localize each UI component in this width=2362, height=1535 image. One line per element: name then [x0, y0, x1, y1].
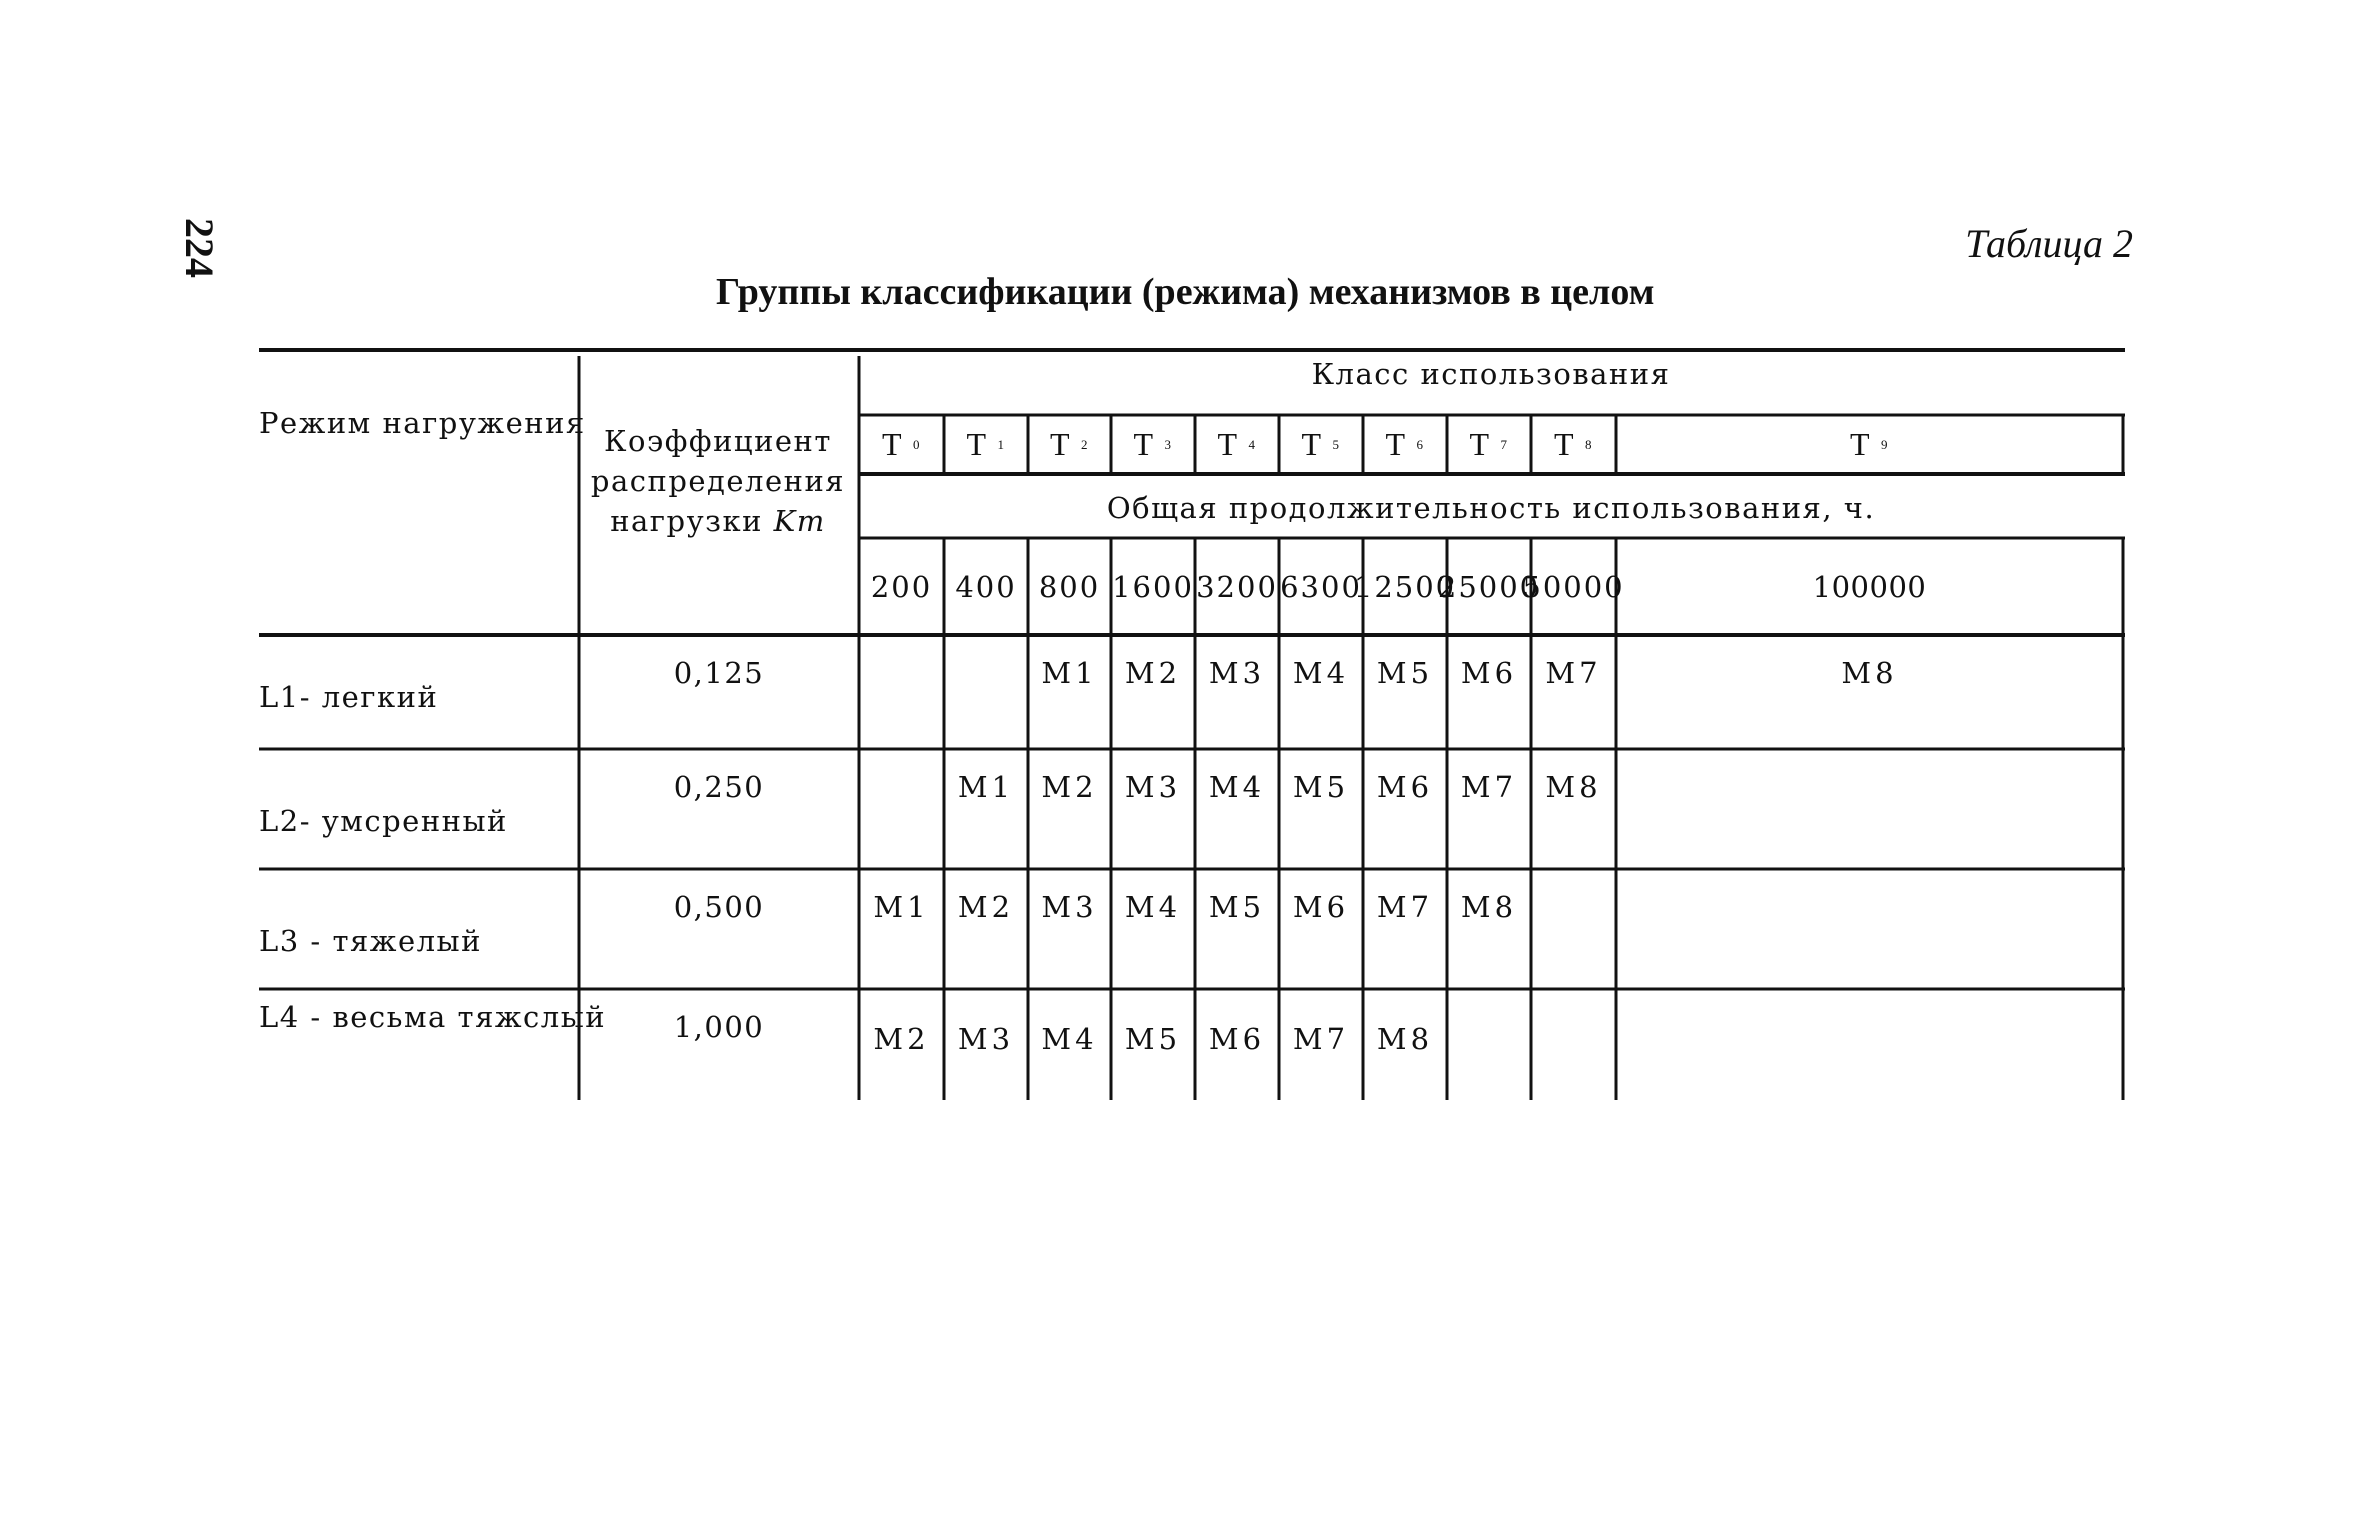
usage-class-letter: T: [1385, 426, 1407, 462]
header-loading-mode: Режим нагружения: [259, 406, 586, 440]
group-cell: M1: [873, 890, 930, 924]
group-cell: M8: [1841, 656, 1898, 690]
header-total-duration: Общая продолжительность использования, ч.: [1106, 491, 1876, 525]
group-cell: M1: [957, 770, 1015, 804]
group-cell: M3: [1208, 656, 1266, 690]
group-cell: M6: [1208, 1022, 1266, 1056]
group-cell: M1: [1041, 656, 1098, 690]
group-cell: M6: [1460, 656, 1518, 690]
page-number: 224: [177, 218, 223, 278]
usage-class-index: 1: [997, 436, 1006, 452]
table-label: Таблица 2: [1965, 221, 2133, 266]
usage-class-letter: T: [966, 426, 988, 462]
loading-mode-2: L2- умсренный: [259, 804, 508, 838]
group-cell: M7: [1460, 770, 1518, 804]
usage-class-8: [1531, 417, 1616, 472]
duration-50000: 50000: [1522, 569, 1625, 604]
usage-class-0: [859, 417, 944, 472]
loading-mode-1: L1- легкий: [259, 680, 439, 714]
usage-class-7: [1447, 417, 1531, 472]
usage-class-index: 3: [1164, 436, 1173, 452]
usage-class-index: 5: [1332, 436, 1341, 452]
group-cell: M6: [1376, 770, 1434, 804]
usage-class-index: 7: [1500, 436, 1509, 452]
group-cell: M4: [1292, 656, 1350, 690]
usage-class-index: 2: [1081, 436, 1090, 452]
classification-table: [259, 348, 2125, 1100]
group-cell: M2: [957, 890, 1015, 924]
group-cell: M7: [1292, 1022, 1350, 1056]
group-cell: M2: [873, 1022, 930, 1056]
usage-class-letter: T: [1469, 426, 1491, 462]
group-cell: M2: [1124, 656, 1182, 690]
coefficient-symbol: Km: [773, 504, 826, 538]
duration-400: 400: [955, 569, 1017, 604]
usage-class-6: [1363, 417, 1447, 472]
usage-class-index: 8: [1585, 436, 1594, 452]
usage-class-letter: T: [881, 426, 904, 462]
km-value-1: 0,125: [673, 656, 765, 690]
km-value-2: 0,250: [673, 770, 765, 804]
usage-class-9: [1616, 417, 2123, 472]
usage-class-letter: T: [1301, 426, 1323, 462]
table-title: Группы классификации (режима) механизмов в целом: [716, 271, 1655, 313]
duration-200: 200: [870, 569, 933, 604]
usage-class-4: [1195, 417, 1279, 472]
group-cell: M3: [957, 1022, 1015, 1056]
duration-100000: 100000: [1812, 569, 1927, 604]
usage-class-1: [944, 417, 1028, 472]
duration-3200: 3200: [1196, 569, 1278, 604]
usage-class-letter: T: [1849, 426, 1872, 462]
group-cell: M8: [1545, 770, 1602, 804]
group-cell: M3: [1041, 890, 1098, 924]
km-value-3: 0,500: [673, 890, 765, 924]
usage-class-letter: T: [1049, 426, 1072, 462]
usage-class-index: 4: [1248, 436, 1257, 452]
group-cell: M3: [1124, 770, 1182, 804]
duration-800: 800: [1038, 569, 1101, 604]
group-cell: M4: [1208, 770, 1266, 804]
header-coefficient: [580, 416, 856, 546]
group-cell: M2: [1041, 770, 1098, 804]
usage-class-index: 6: [1416, 436, 1425, 452]
usage-class-letter: T: [1553, 426, 1576, 462]
usage-class-3: [1111, 417, 1195, 472]
group-cell: M4: [1124, 890, 1182, 924]
group-cell: M5: [1376, 656, 1434, 690]
usage-class-5: [1279, 417, 1363, 472]
loading-mode-3: L3 - тяжелый: [259, 924, 482, 958]
usage-class-letter: T: [1217, 426, 1239, 462]
duration-6300: 6300: [1280, 569, 1362, 604]
loading-mode-4: L4 - весьма тяжслый: [259, 1000, 607, 1034]
usage-class-2: [1028, 417, 1111, 472]
duration-1600: 1600: [1112, 569, 1194, 604]
group-cell: M5: [1292, 770, 1350, 804]
group-cell: M8: [1376, 1022, 1434, 1056]
group-cell: M6: [1292, 890, 1350, 924]
duration-25000: 25000: [1437, 569, 1541, 604]
usage-class-letter: T: [1133, 426, 1155, 462]
duration-12500: 12500: [1353, 569, 1457, 604]
coefficient-label: Коэффициент распределения нагрузки: [590, 424, 846, 538]
group-cell: M7: [1545, 656, 1602, 690]
group-cell: M5: [1124, 1022, 1182, 1056]
usage-class-index: 9: [1881, 436, 1890, 452]
group-cell: M4: [1041, 1022, 1098, 1056]
group-cell: M7: [1376, 890, 1434, 924]
usage-class-index: 0: [913, 436, 922, 452]
header-usage-class: Класс использования: [1311, 357, 1671, 391]
group-cell: M8: [1460, 890, 1518, 924]
group-cell: M5: [1208, 890, 1266, 924]
km-value-4: 1,000: [673, 1010, 765, 1044]
